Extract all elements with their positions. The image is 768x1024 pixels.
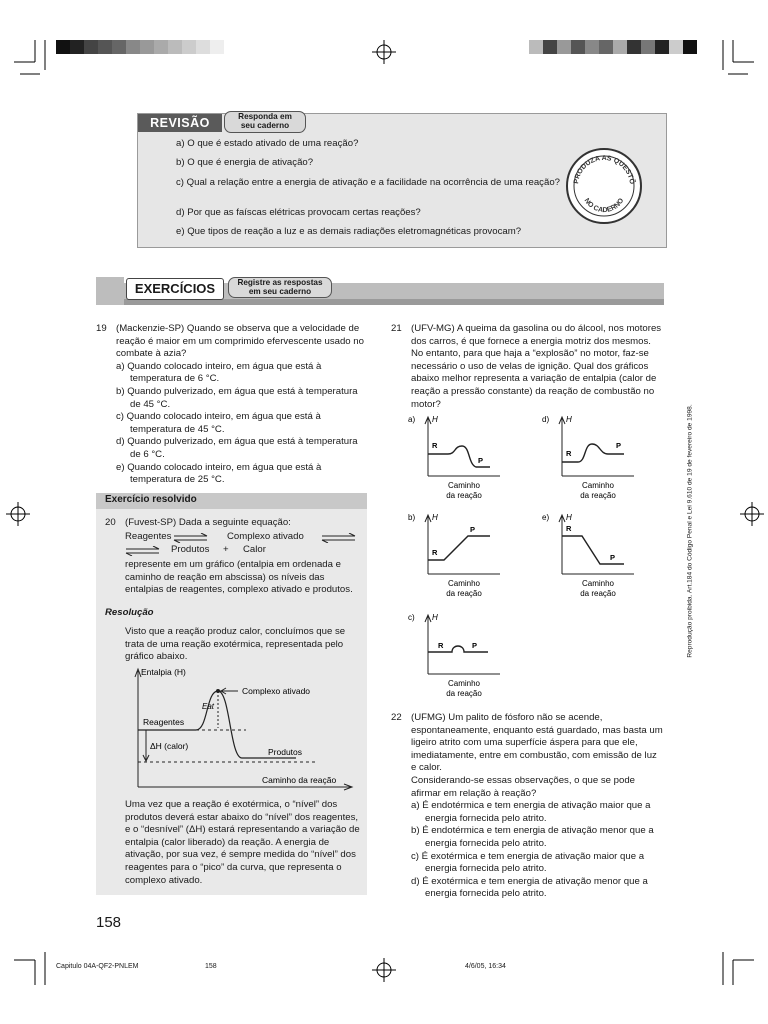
graph-xlabel-2: da reação: [580, 491, 616, 500]
eq-produtos: Produtos: [171, 544, 210, 555]
graph-label-dh: ΔH (calor): [150, 741, 189, 751]
graph-label-p: P: [610, 553, 616, 562]
graph-xlabel-1: Caminho: [581, 579, 615, 588]
question-stem: (UFMG) Um palito de fósforo não se acende, espontaneamente, enquanto está guardado, mas basta um ligeiro atrito com uma superfície áspera para que ele, imediatamente, entre em combustão, com emissão de luz e calor.: [411, 712, 663, 774]
review-tag: Responda em seu caderno: [224, 111, 306, 133]
question-number: 22: [391, 712, 402, 723]
stamp-text-top: PRODUZA AS QUESTÕ: [573, 154, 636, 185]
option-d: d) É exotérmica e tem energia de ativação menor que a energia fornecida pelo atrito.: [411, 875, 648, 900]
page-number: 158: [96, 914, 122, 931]
graph-axis-label: H: [432, 513, 438, 522]
graph-label-p: P: [470, 525, 476, 534]
footer-date: 4/6/05, 16:34: [465, 963, 506, 970]
graph-label-produtos: Produtos: [268, 747, 303, 757]
review-item-e: e) Que tipos de reação a luz e as demais radiações eletromagnéticas provocam?: [176, 226, 522, 237]
graph-label-complexo: Complexo ativado: [242, 686, 311, 696]
graph-option-a[interactable]: [408, 412, 518, 504]
graph-axis-label: H: [566, 513, 572, 522]
question-21: [391, 323, 663, 411]
review-item-a: a) O que é estado ativado de uma reação?: [176, 138, 359, 149]
option-a: a) É endotérmica e tem energia de ativação maior que a energia fornecida pelo atrito.: [411, 800, 651, 824]
graph-curve: [428, 646, 488, 652]
question-number: 20: [105, 517, 116, 528]
graph-option-b[interactable]: [408, 510, 518, 602]
registration-mark-bottom: [372, 958, 396, 987]
eq-plus: +: [223, 544, 229, 555]
question-number: 21: [391, 323, 402, 334]
question-22: [391, 712, 663, 901]
option-b: b) Quando pulverizado, em água que está à temperatura de 45 °C.: [116, 385, 358, 410]
graph-option-d[interactable]: [542, 412, 652, 504]
question-stem: (Mackenzie-SP) Quando se observa que a velocidade de reação é maior em um comprimido efervescente usado no combate à azia?: [116, 323, 364, 360]
graph-xlabel-2: da reação: [580, 589, 616, 598]
question-stem: represente em um gráfico (entalpia em ordenada e caminho de reação em abscissa) os níveis das entalpias de reagentes, complexo ativado e produtos.: [125, 559, 353, 596]
equilibrium-arrows-icon: [173, 533, 209, 543]
footer-file: Capitulo 04A-QF2-PNLEM: [56, 963, 139, 970]
graph-xlabel-2: da reação: [446, 589, 482, 598]
equilibrium-arrows-icon: [125, 546, 161, 556]
equation: [125, 531, 365, 559]
graph-label-ea: Eat: [202, 702, 215, 711]
enthalpy-mini-graph: [408, 412, 518, 504]
resolved-exercise-box: [96, 493, 367, 895]
eq-calor: Calor: [243, 544, 266, 555]
question-stem-2: Considerando-se essas observações, o que se pode afirmar em relação à reação?: [411, 774, 635, 799]
graph-option-e[interactable]: [542, 510, 652, 602]
graph-axis-label: H: [432, 415, 438, 424]
graph-letter: e): [542, 513, 550, 522]
enthalpy-diagram: [126, 665, 366, 793]
review-box: [137, 113, 667, 248]
question-stem: (UFV-MG) A queima da gasolina ou do álcool, nos motores dos carros, é que fornece a energia motriz dos mesmos. No entanto, para que haja a “explosão” no motor, faz-se necessário o uso de velas de ignição. Qual dos gráficos abaixo melhor representa a variação de entalpia (calor de reação a pressão constante) da reação de combustão no motor?: [411, 323, 662, 410]
exercises-title: EXERCÍCIOS: [126, 278, 224, 300]
question-19: [96, 323, 368, 487]
stamp-text-bottom: NO CADERNO: [582, 197, 626, 215]
graph-letter: c): [408, 613, 415, 622]
graph-label-r: R: [566, 449, 572, 458]
review-item-d: d) Por que as faíscas elétricas provocam certas reações?: [176, 207, 421, 218]
reproduce-stamp-icon: [564, 146, 644, 226]
graph-letter: a): [408, 415, 416, 424]
graph-label-p: P: [478, 456, 484, 465]
graph-letter: d): [542, 415, 550, 424]
enthalpy-mini-graph: [542, 412, 652, 504]
review-item-b: b) O que é energia de ativação?: [176, 157, 314, 168]
graph-label-r: R: [432, 548, 438, 557]
eq-complexo: Complexo ativado: [227, 531, 304, 542]
option-d: d) Quando pulverizado, em água que está à temperatura de 6 °C.: [116, 436, 358, 460]
graph-label-p: P: [616, 441, 622, 450]
graph-axis-label: H: [432, 613, 438, 622]
graph-xlabel-1: Caminho: [447, 481, 481, 490]
equilibrium-arrows-icon: [321, 533, 357, 543]
option-c: c) É exotérmica e tem energia de ativação maior que a energia fornecida pelo atrito.: [411, 850, 645, 875]
graph-letter: b): [408, 513, 416, 522]
graph-xlabel-1: Caminho: [447, 579, 481, 588]
graph-label-r: R: [566, 524, 572, 533]
color-strip-right: [529, 40, 697, 54]
graph-xlabel-2: da reação: [446, 491, 482, 500]
eq-reagentes: Reagentes: [125, 531, 172, 542]
resolution-text: Visto que a reação produz calor, concluímos que se trata de uma reação exotérmica, representada pelo gráfico abaixo.: [125, 626, 346, 663]
graph-xlabel: Caminho da reação: [262, 775, 337, 785]
enthalpy-mini-graph: [408, 510, 518, 602]
exercises-header: [96, 277, 664, 305]
footer-page: 158: [205, 963, 217, 970]
graph-label-r: R: [438, 641, 444, 650]
resolved-header: Exercício resolvido: [96, 493, 367, 509]
graph-xlabel-1: Caminho: [581, 481, 615, 490]
color-strip-left: [56, 40, 224, 54]
registration-mark-top: [372, 40, 396, 69]
option-b: b) É endotérmica e tem energia de ativação menor que a energia fornecida pelo atrito.: [411, 825, 654, 849]
resolution-explanation: Uma vez que a reação é exotérmica, o “nível” dos produtos deverá estar abaixo do “nível” dos reagentes, e o “desnível” (ΔH) estará representando a variação de entalpia (calor liberado) da reação. A energia de ativação, por sua vez, é sempre medida do “nível” dos reagentes para o “pico” da curva, que representa o complexo ativado.: [125, 799, 360, 886]
graph-xlabel-1: Caminho: [447, 679, 481, 688]
question-number: 19: [96, 323, 107, 334]
graph-label-p: P: [472, 641, 478, 650]
option-a: a) Quando colocado inteiro, em água que está à temperatura de 6 °C.: [116, 360, 322, 385]
graph-label-r: R: [432, 441, 438, 450]
option-c: c) Quando colocado inteiro, em água que está à temperatura de 45 °C.: [116, 411, 321, 435]
legal-note-text: Reprodução proibida. Art.184 do Código Penal e Lei 9.610 de 19 de fevereiro de 1998.: [686, 404, 694, 658]
resolution-label: Resolução: [105, 607, 154, 618]
graph-xlabel-2: da reação: [446, 689, 482, 698]
registration-mark-right: [740, 502, 764, 531]
graph-axis-label: H: [566, 415, 572, 424]
enthalpy-mini-graph: [408, 610, 518, 702]
exercises-tag: Registre as respostas em seu caderno: [228, 277, 332, 298]
option-e: e) Quando colocado inteiro, em água que está à temperatura de 25 °C.: [116, 461, 322, 486]
question-source: (Fuvest-SP) Dada a seguinte equação:: [125, 517, 291, 528]
graph-label-reagentes: Reagentes: [143, 717, 185, 727]
review-title: REVISÃO: [138, 114, 222, 132]
graph-option-c[interactable]: [408, 610, 518, 702]
enthalpy-mini-graph: [542, 510, 652, 602]
registration-mark-left: [6, 502, 30, 531]
graph-ylabel: Entalpia (H): [141, 667, 186, 677]
review-item-c: c) Qual a relação entre a energia de ativação e a facilidade na ocorrência de uma reação?: [176, 177, 560, 188]
